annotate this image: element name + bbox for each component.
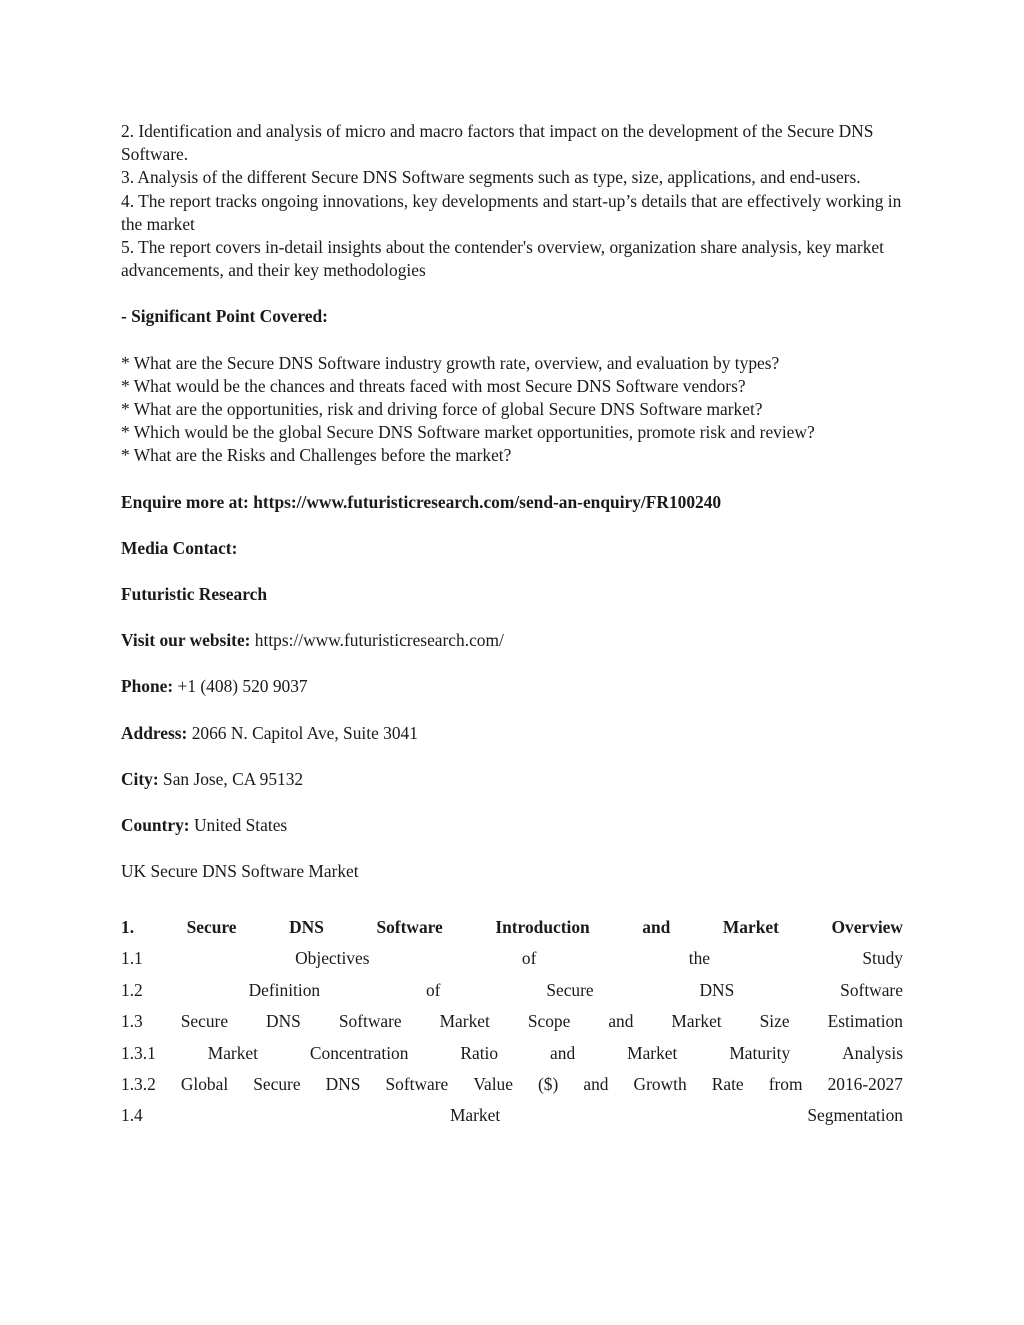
website-label: Visit our website: bbox=[121, 630, 251, 651]
city-label: City: bbox=[121, 768, 159, 789]
question-item: * What are the opportunities, risk and driving force of global Secure DNS Software market? bbox=[121, 399, 763, 420]
toc-word: Segmentation bbox=[807, 1105, 903, 1126]
toc-word: Size bbox=[759, 1011, 790, 1032]
phone-value: +1 (408) 520 9037 bbox=[173, 676, 308, 697]
market-title: UK Secure DNS Software Market bbox=[121, 861, 359, 882]
toc-word: Software bbox=[385, 1074, 449, 1095]
question-item: * Which would be the global Secure DNS Software market opportunities, promote risk and review? bbox=[121, 422, 815, 443]
website-line bbox=[121, 629, 903, 652]
table-of-contents bbox=[121, 916, 903, 1135]
toc-word: Rate bbox=[711, 1074, 744, 1095]
toc-word: Market bbox=[439, 1011, 490, 1032]
country-label: Country: bbox=[121, 815, 190, 836]
toc-word: Market bbox=[449, 1105, 501, 1126]
toc-word: from bbox=[768, 1074, 803, 1095]
toc-word: Study bbox=[862, 948, 903, 969]
toc-heading-word: Overview bbox=[831, 917, 903, 938]
list-item: 3. Analysis of the different Secure DNS Software segments such as type, size, applications, and end-users. bbox=[121, 167, 861, 188]
company-name: Futuristic Research bbox=[121, 584, 268, 605]
toc-heading bbox=[121, 916, 903, 947]
toc-row bbox=[121, 947, 903, 978]
toc-word: Software bbox=[840, 979, 903, 1000]
phone-label: Phone: bbox=[121, 676, 174, 697]
toc-word: Global bbox=[180, 1074, 229, 1095]
toc-heading-word: Software bbox=[376, 917, 443, 938]
question-item: * What are the Risks and Challenges before the market? bbox=[121, 445, 512, 466]
toc-word: Definition bbox=[248, 979, 321, 1000]
toc-word: Growth bbox=[633, 1074, 687, 1095]
toc-word: Analysis bbox=[842, 1042, 903, 1063]
toc-word: and bbox=[608, 1011, 634, 1032]
toc-word: DNS bbox=[699, 979, 735, 1000]
toc-word: Scope bbox=[527, 1011, 571, 1032]
media-contact-heading: Media Contact: bbox=[121, 537, 238, 558]
toc-word: Market bbox=[207, 1042, 258, 1063]
question-item: * What would be the chances and threats faced with most Secure DNS Software vendors? bbox=[121, 375, 746, 396]
phone-line bbox=[121, 675, 903, 698]
toc-word: ($) bbox=[538, 1074, 559, 1095]
toc-word: of bbox=[425, 979, 441, 1000]
toc-heading-word: 1. bbox=[121, 917, 135, 938]
toc-heading-word: DNS bbox=[289, 917, 324, 938]
toc-word: 1.3 bbox=[121, 1011, 143, 1032]
toc-word: Value bbox=[473, 1074, 513, 1095]
toc-word: of bbox=[521, 948, 537, 969]
address-value: 2066 N. Capitol Ave, Suite 3041 bbox=[187, 722, 418, 743]
toc-word: DNS bbox=[325, 1074, 361, 1095]
toc-word: Ratio bbox=[460, 1042, 499, 1063]
toc-word: 1.3.1 bbox=[121, 1042, 156, 1063]
toc-word: 1.2 bbox=[121, 979, 143, 1000]
city-line bbox=[121, 768, 903, 791]
toc-row bbox=[121, 1104, 903, 1135]
toc-heading-word: Introduction bbox=[495, 917, 590, 938]
toc-word: Software bbox=[338, 1011, 402, 1032]
toc-word: Secure bbox=[180, 1011, 229, 1032]
toc-rows bbox=[121, 947, 903, 1135]
toc-word: Estimation bbox=[827, 1011, 903, 1032]
toc-word: 1.4 bbox=[121, 1105, 143, 1126]
toc-word: and bbox=[550, 1042, 576, 1063]
toc-row bbox=[121, 1010, 903, 1041]
toc-word: Secure bbox=[253, 1074, 301, 1095]
address-label: Address: bbox=[121, 722, 188, 743]
question-item: * What are the Secure DNS Software industry growth rate, overview, and evaluation by types? bbox=[121, 352, 780, 373]
country-line bbox=[121, 814, 903, 837]
section-heading: - Significant Point Covered: bbox=[121, 306, 328, 327]
address-line bbox=[121, 722, 903, 745]
toc-word: Concentration bbox=[309, 1042, 409, 1063]
document-body bbox=[121, 120, 903, 1136]
toc-heading-word: Secure bbox=[186, 917, 237, 938]
website-link[interactable]: https://www.futuristicresearch.com/ bbox=[250, 630, 504, 651]
city-value: San Jose, CA 95132 bbox=[158, 768, 304, 789]
toc-word: the bbox=[688, 948, 710, 969]
enquire-link[interactable]: Enquire more at: https://www.futuristicresearch.com/send-an-enquiry/FR100240 bbox=[121, 491, 722, 512]
toc-heading-word: Market bbox=[722, 917, 779, 938]
toc-word: DNS bbox=[266, 1011, 301, 1032]
list-item: 2. Identification and analysis of micro and macro factors that impact on the development of the Secure DNS Software. bbox=[121, 121, 874, 165]
toc-word: 1.3.2 bbox=[121, 1074, 156, 1095]
list-item: 5. The report covers in-detail insights about the contender's overview, organization share analysis, key market advancements, and their key methodologies bbox=[121, 237, 884, 281]
toc-row bbox=[121, 1042, 903, 1073]
toc-word: Objectives bbox=[295, 948, 370, 969]
toc-word: Secure bbox=[546, 979, 594, 1000]
toc-row bbox=[121, 979, 903, 1010]
toc-word: and bbox=[583, 1074, 609, 1095]
country-value: United States bbox=[189, 815, 288, 836]
toc-row bbox=[121, 1073, 903, 1104]
toc-word: Market bbox=[671, 1011, 722, 1032]
toc-word: Market bbox=[627, 1042, 678, 1063]
toc-word: Maturity bbox=[729, 1042, 791, 1063]
list-item: 4. The report tracks ongoing innovations, key developments and start-up’s details that are effectively working in the market bbox=[121, 190, 902, 234]
toc-word: 2016-2027 bbox=[827, 1074, 903, 1095]
toc-word: 1.1 bbox=[121, 948, 143, 969]
toc-heading-word: and bbox=[642, 917, 671, 938]
